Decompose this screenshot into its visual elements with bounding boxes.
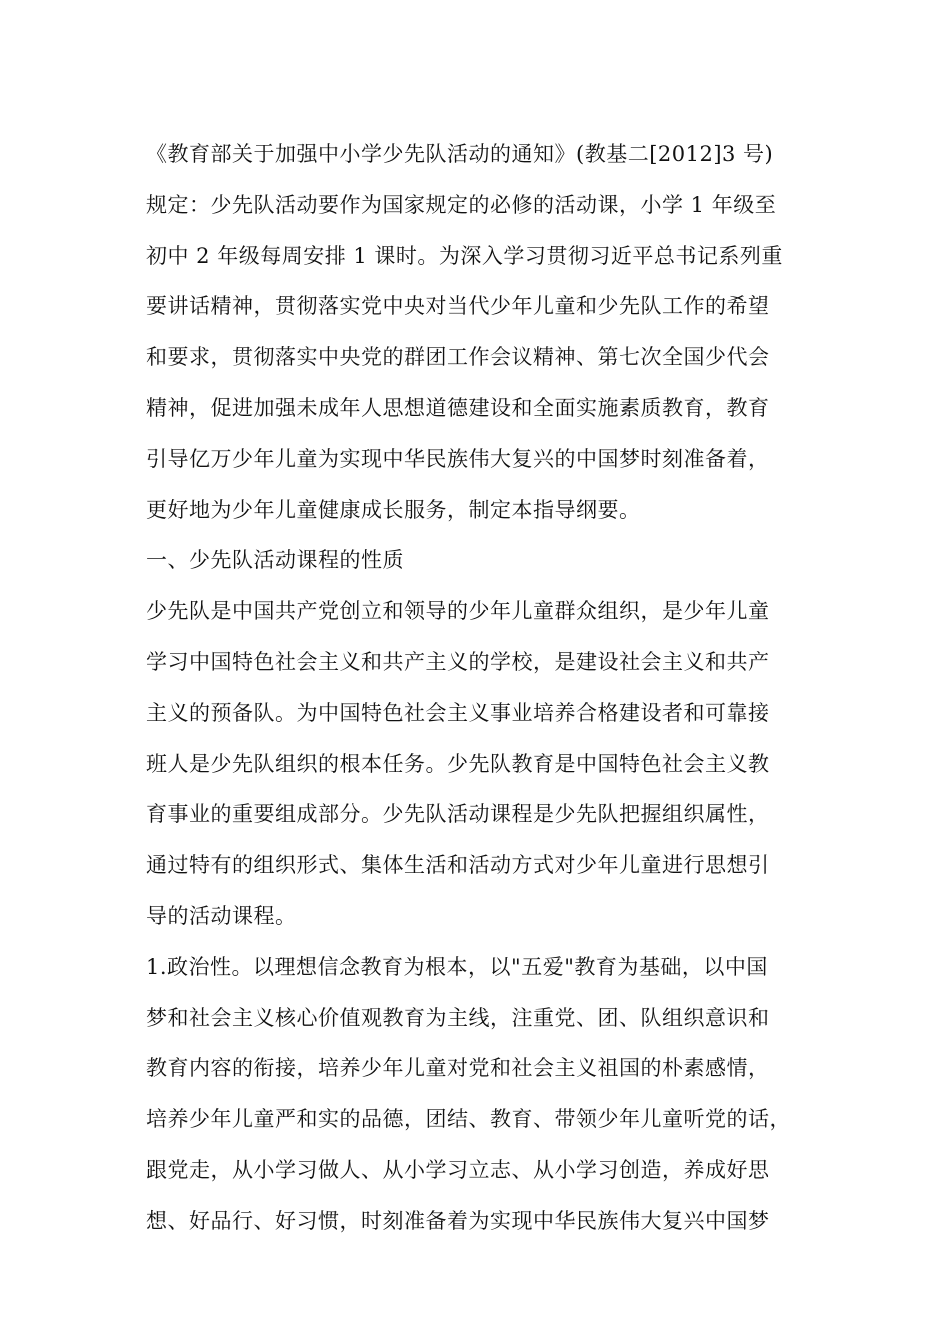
- text-line: 规定：少先队活动要作为国家规定的必修的活动课，小学 1 年级至: [146, 192, 777, 217]
- text-line: 《教育部关于加强中小学少先队活动的通知》(教基二[2012]3 号): [146, 142, 774, 166]
- text-line: 学习中国特色社会主义和共产主义的学校，是建设社会主义和共产: [146, 649, 770, 674]
- text-line: 少先队是中国共产党创立和领导的少年儿童群众组织，是少年儿童: [146, 599, 770, 624]
- text-line: 跟党走，从小学习做人、从小学习立志、从小学习创造，养成好思: [146, 1157, 770, 1182]
- text-line: 教育内容的衔接，培养少年儿童对党和社会主义祖国的朴素感情，: [146, 1056, 770, 1081]
- text-line: 和要求，贯彻落实中央党的群团工作会议精神、第七次全国少代会: [146, 345, 770, 370]
- text-line: 通过特有的组织形式、集体生活和活动方式对少年儿童进行思想引: [146, 853, 770, 878]
- text-line: 更好地为少年儿童健康成长服务，制定本指导纲要。: [146, 497, 641, 522]
- text-line: 精神，促进加强未成年人思想道德建设和全面实施素质教育，教育: [146, 395, 770, 420]
- text-line: 想、好品行、好习惯，时刻准备着为实现中华民族伟大复兴中国梦: [146, 1208, 770, 1233]
- text-line: 主义的预备队。为中国特色社会主义事业培养合格建设者和可靠接: [146, 700, 770, 725]
- text-line: 1.政治性。以理想信念教育为根本，以"五爱"教育为基础，以中国: [146, 954, 768, 979]
- text-line: 培养少年儿童严和实的品德，团结、教育、带领少年儿童听党的话，: [146, 1107, 791, 1132]
- text-line: 班人是少先队组织的根本任务。少先队教育是中国特色社会主义教: [146, 751, 770, 776]
- text-line: 导的活动课程。: [146, 903, 297, 928]
- text-line: 育事业的重要组成部分。少先队活动课程是少先队把握组织属性，: [146, 802, 770, 827]
- text-line: 引导亿万少年儿童为实现中华民族伟大复兴的中国梦时刻准备着，: [146, 446, 770, 471]
- text-line: 初中 2 年级每周安排 1 课时。为深入学习贯彻习近平总书记系列重: [146, 243, 783, 268]
- text-line: 梦和社会主义核心价值观教育为主线，注重党、团、队组织意识和: [146, 1005, 770, 1030]
- section-heading: 一、少先队活动课程的性质: [146, 548, 404, 573]
- document-body: [146, 129, 846, 1247]
- text-line: 要讲话精神，贯彻落实党中央对当代少年儿童和少先队工作的希望: [146, 294, 770, 319]
